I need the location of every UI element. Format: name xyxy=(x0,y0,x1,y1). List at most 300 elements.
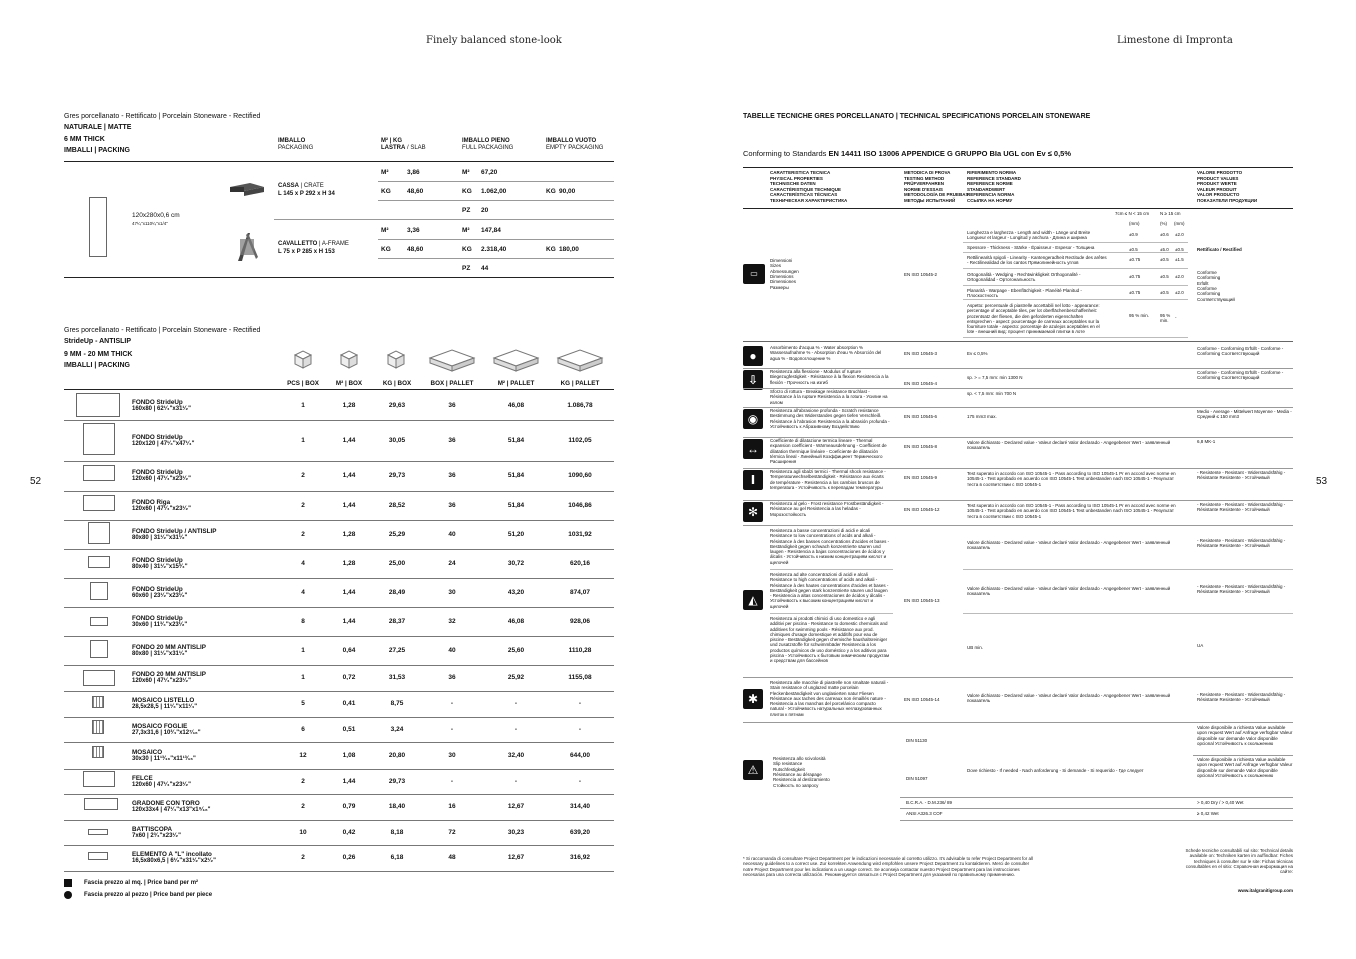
property-rule xyxy=(743,525,1293,526)
table-cell: 1031,92 xyxy=(568,530,592,538)
table-cell: 1 xyxy=(301,646,305,654)
abrasion-icon: ◉ xyxy=(743,409,763,429)
spec-header-h1: ТЕХНИЧЕСКАЯ ХАРАКТЕРИСТИКА xyxy=(770,198,848,203)
table-cell: 1155,08 xyxy=(568,674,592,681)
product-name: FELCE xyxy=(132,774,153,782)
tile-thumbnail xyxy=(88,522,110,544)
table-cell: - xyxy=(514,777,518,785)
product-size: 7x60 | 2³⁄₄"x23¹⁄₂" xyxy=(132,832,181,839)
tile-thumbnail xyxy=(84,798,118,810)
spec-header-h4: VALEUR PRODUIT xyxy=(1197,186,1237,192)
t1-cell-u1: M² xyxy=(381,227,389,234)
dim-tol-c: ±0.5 xyxy=(1175,247,1184,252)
product-size: 30x30 | 11¹³⁄₁₆"x11¹³⁄₁₆" xyxy=(132,755,196,762)
property-ref: Ev ≤ 0,5% xyxy=(967,351,988,356)
table-cell: 1 xyxy=(301,401,305,409)
thermometer-icon: Ⅰ xyxy=(743,470,763,490)
chem-ref-a: Valore dichiarato - Declared value - Valeur declaré Valor declarado - Angegebener Wert - заявленный показатель xyxy=(967,540,1171,551)
property-value: - Resistente - Resistant - Widerstandsfähig - Résistante Resistente - Устойчивый xyxy=(1197,502,1286,513)
table-cell: 1.086,78 xyxy=(567,401,593,409)
spec-header-h4: PRODUCT VALUES xyxy=(1197,175,1239,181)
t2-header-cell: BOX | PALLET xyxy=(430,380,474,387)
property-ref: Valore dichiarato - Declared value - Valeur declaré Valor declarado - Angegebener Wert - заявленный показатель xyxy=(967,440,1171,451)
t2-subtitle: Gres porcellanato - Rettificato | Porcelain Stoneware - Rectified xyxy=(64,327,261,334)
dim-conf: Conforming xyxy=(1197,275,1221,281)
chem-val-b: - Resistente - Resistant - Widerstandsfähig - Résistante Resistente - Устойчивый xyxy=(1197,584,1286,595)
t1-cell-u2: M² xyxy=(462,227,470,234)
property-name: Sforzo di rottura - Breakage resistance Bruchlast - Résistance à la rupture Resistencia a la rotura - Усилие на излом xyxy=(770,389,888,405)
tile-thumbnail xyxy=(90,582,108,600)
t2-line1: StrideUp - ANTISLIP xyxy=(64,338,132,345)
dim-tol-a: ±0.75 xyxy=(1129,290,1141,295)
chem-rule xyxy=(963,569,1293,570)
table-cell: 40 xyxy=(448,530,456,538)
t1-h-vuoto: IMBALLO VUOTO xyxy=(546,138,597,144)
slip-m1: DIN 51130 xyxy=(906,738,928,743)
spec-header-h2: METODOLOGÍA DE PRUEBAS xyxy=(904,192,969,198)
dim-row-text: Spessore - Thickness - Stärke - Épaisseur - Espesor - Толщина xyxy=(967,245,1095,250)
slip-icon: ⚠ xyxy=(743,760,763,780)
property-method: EN ISO 10545-3 xyxy=(904,351,938,356)
tile-thumbnail xyxy=(92,696,104,708)
t1-cell-u2: KG xyxy=(462,246,472,253)
table-cell: 29,73 xyxy=(388,777,406,785)
t1-cell-u2: PZ xyxy=(462,207,471,214)
property-value: Conforme - Conforming Erfüllt - Conforme - Conforming Соответствующий xyxy=(1197,370,1284,381)
row-rule xyxy=(64,578,614,579)
property-name: Resistenza all'abrasione profonda - Scratch resistance Bestimmung des Widerstandes gegen tiefen Verschleiß Résistance à l'abrasion Resistencia a la abrasión profunda - Устойчивость к Абразивному Воздействию xyxy=(770,408,890,429)
t1-line2: 6 MM THICK xyxy=(64,136,105,143)
slip-m3: B.C.R.A. - D.M.236/ 89 xyxy=(906,800,953,805)
stain-icon: ✱ xyxy=(743,689,763,709)
table-cell: 1 xyxy=(301,674,305,681)
table-cell: 18,40 xyxy=(388,803,406,810)
product-size: 120x60 | 47¹⁄₄"x23¹⁄₂" xyxy=(132,781,191,788)
dim-tol-b: ±0.5 xyxy=(1160,257,1169,262)
dim-prop: Abmessungen xyxy=(770,268,799,274)
product-name: FONDO StrideUp xyxy=(132,556,183,564)
table-cell: 30,72 xyxy=(507,559,525,567)
slip-rule xyxy=(900,820,1293,821)
product-size: 160x80 | 62¹⁄₄"x31¹⁄₂" xyxy=(132,405,191,412)
property-name: Resistenza al gelo - Frost resistance Frostbeständigkeit - Résistance au gel Resistencia a las heladas - Морозостойкость xyxy=(770,501,884,517)
circle-bullet-icon xyxy=(64,891,72,899)
t1-size-in: 47¹⁄₄"x110¹⁄₄"x1/4" xyxy=(132,221,168,226)
product-size: 120x33x4 | 47¹⁄₄"x13"x1⁹⁄₁₆" xyxy=(132,807,211,813)
dim-row-rule xyxy=(963,299,1188,300)
table-cell: 1046,86 xyxy=(568,501,592,509)
dim-conf: Erfüllt xyxy=(1197,280,1209,286)
table-cell: 1,44 xyxy=(342,436,356,444)
slip-name: Resistencia al deslizamiento xyxy=(773,777,830,783)
dim-value: Rettificato / Rectified xyxy=(1197,247,1242,252)
crate-icon xyxy=(228,181,266,197)
spec-header-h3: REFERENCIA NORMA xyxy=(967,192,1015,198)
slip-rule xyxy=(900,808,1293,809)
t1-cell-u2: M² xyxy=(462,169,470,176)
t1-row-rule xyxy=(378,258,614,259)
table-cell: 25,29 xyxy=(388,530,406,538)
table-cell: 4 xyxy=(301,588,305,596)
cassa-label: CASSA | CRATE xyxy=(278,183,324,189)
slip-v4: ≥ 0,42 Wet xyxy=(1197,811,1219,816)
product-size: 30x60 | 11³⁄₄"x23¹⁄₂" xyxy=(132,621,188,628)
tile-thumbnail xyxy=(90,640,108,658)
t2-header-cell: KG | PALLET xyxy=(560,380,600,387)
stain-rule xyxy=(743,722,1293,723)
kg-pallet-icon xyxy=(556,348,604,372)
table-cell: 639,20 xyxy=(570,828,590,836)
dim-tol-a: ±0.75 xyxy=(1129,257,1141,262)
row-rule xyxy=(64,665,614,666)
row-rule xyxy=(64,636,614,637)
product-size: 27,3x31,6 | 10³⁄₄"x12⁷⁄₁₆" xyxy=(132,729,201,736)
property-ref: Test superato in accordo con ISO 10545-1 - Pass according to ISO 10545-1 Pr en accord avec norme en 10545-1 - Test aprobado en acuerdo con ISO 10545-1 Test unbestanden nach ISO 10545-1 - Результат теста в соответствии с ISO 10545-1 xyxy=(967,503,1176,519)
chem-method: EN ISO 10545-13 xyxy=(904,598,940,603)
chem-bottom-rule xyxy=(743,677,1293,678)
t1-line3: IMBALLI | PACKING xyxy=(64,147,130,154)
table-cell: 1,28 xyxy=(342,559,356,567)
chem-rule xyxy=(770,569,893,570)
tile-thumbnail xyxy=(83,670,115,686)
table-cell: 2 xyxy=(301,501,305,509)
table-cell: 314,40 xyxy=(570,803,590,810)
t1-mid-rule xyxy=(274,219,614,220)
stain-method: EN ISO 10545-14 xyxy=(904,697,940,702)
slip-name: Résistance au dérapage xyxy=(773,771,822,777)
dim-tol-b: ±0.5 xyxy=(1160,274,1169,279)
t1-cell-v2: 1.062,00 xyxy=(481,188,507,195)
m2-box-icon xyxy=(338,348,360,370)
chem-val-c: UA xyxy=(1197,643,1204,648)
row-rule xyxy=(64,691,614,692)
table-cell: 1,44 xyxy=(342,472,356,479)
dim-row-rule xyxy=(963,268,1188,269)
running-header-right: Limestone di Impronta xyxy=(1117,35,1233,46)
t1-cell-u1: M² xyxy=(381,169,389,176)
sub-h2: N ≥ 15 cm xyxy=(1160,211,1181,216)
table-cell: 2 xyxy=(301,530,305,538)
table-cell: 1,44 xyxy=(342,777,356,785)
chemical-icon: ◭ xyxy=(743,590,763,610)
dim-conf: Conforme xyxy=(1197,285,1217,291)
row-rule xyxy=(64,461,614,462)
dim-tol-a: ±0.9 xyxy=(1129,232,1138,237)
box-pallet-icon xyxy=(428,348,476,372)
table-cell: - xyxy=(450,725,454,733)
table-cell: 3,24 xyxy=(390,725,404,733)
kg-box-icon xyxy=(385,348,407,370)
property-name: Coefficiente di dilatazione termica lineare - Thermal expansion coefficient - Wärmeausdehnung - Coefficient de dilatation thermique linéaire - Coeficiente de dilatación térmica lineal - Линейный Коэффициент Термического Расширения xyxy=(770,438,887,465)
dim-tol-c: ±2.0 xyxy=(1175,290,1184,295)
cavalletto-dims: L 75 x P 285 x H 153 xyxy=(278,249,335,255)
table-cell: 0,26 xyxy=(342,854,356,861)
property-name: Resistenza alla flessione - Modulus of rupture Biegezugfestigkeit - Résistance à la flexion Resistencia a la flexión - Прочность на изгиб xyxy=(770,369,889,385)
dim-prop: Размеры xyxy=(770,284,789,290)
product-name: FONDO StrideUp xyxy=(132,614,183,622)
t1-h-imballo: IMBALLO xyxy=(278,138,306,144)
t2-header-cell: KG | BOX xyxy=(382,380,412,387)
product-size: 120x60 | 47¹⁄₄"x23¹⁄₂" xyxy=(132,678,191,684)
table-cell: 0,72 xyxy=(342,674,356,681)
slip-ref: Dove richiesto - If needed - Nach anforderung - Si demande - Si requerido - Где следует xyxy=(967,768,1144,773)
product-name: FONDO 20 MM ANTISLIP xyxy=(132,671,206,678)
slip-v2: Valore disponibile a richiesta Value available upon request Wert auf Anfrage verfügbar Valeur disponible sur demande Valor disponible opcional Устойчивость к скольжению xyxy=(1197,757,1293,778)
table-cell: 2 xyxy=(301,854,305,861)
tile-thumbnail xyxy=(90,617,108,626)
spec-header-h1: PHYSICAL PROPERTIES xyxy=(770,175,823,181)
t1-cell-v2: 147,84 xyxy=(481,227,501,234)
dim-prop: Dimensiones xyxy=(770,279,797,285)
table-cell: 48 xyxy=(448,854,456,861)
t1-cell-u1: KG xyxy=(381,246,391,253)
chem-name-a: Resistenza a basse concentrazioni di acidi e alcali Resistance to low concentrations of acids and alkali - Résistance à des basses concentrations d'acides et bases - Beständigkeit gegen schwach konzentrierte säuren und laugen - Resistencia a bajas concentraciones de ácidos y álcalis - Устойчивость к низким концентрациям кислот и щелочей xyxy=(770,528,890,565)
table-cell: 51,84 xyxy=(507,436,525,444)
sub-h1: 7cm ≤ N < 15 cm xyxy=(1115,211,1150,216)
legend-circle: Fascia prezzo al pezzo | Price band per piece xyxy=(84,892,213,898)
spec-header-h4: PRODUKT WERTE xyxy=(1197,181,1237,187)
dim-tol-c: - xyxy=(1175,315,1177,320)
slip-rule xyxy=(1193,755,1293,756)
dim-tol-b: ±0.6 xyxy=(1160,232,1169,237)
table-cell: 43,20 xyxy=(507,588,525,596)
tile-thumbnail xyxy=(83,495,115,511)
dim-tol-b: ±5.0 xyxy=(1160,247,1169,252)
table-cell: 20,80 xyxy=(388,751,406,759)
table-cell: 1102,05 xyxy=(568,436,592,444)
spec-header-h2: PRÜFVERFAHREN xyxy=(904,181,945,187)
page-number-left: 52 xyxy=(30,476,42,487)
table-cell: - xyxy=(578,725,582,733)
table-cell: 51,84 xyxy=(507,472,525,479)
spec-header-h3: RIFERIMENTO NORMA xyxy=(967,170,1017,175)
table-cell: 12,67 xyxy=(507,803,525,810)
running-header-left: Finely balanced stone-look xyxy=(426,35,562,46)
t1-h-pieno-sub: FULL PACKAGING xyxy=(462,145,514,151)
chem-ref-c: UB min. xyxy=(967,645,984,650)
product-size: 80x80 | 31¹⁄₂"x31¹⁄₂" xyxy=(132,650,188,657)
t1-cell-u2: KG xyxy=(462,188,472,195)
t1-h-lastra: LASTRA / SLAB xyxy=(381,145,426,151)
dim-conf: Соответствующий xyxy=(1197,296,1235,302)
slip-name: Rutschfestigkeit xyxy=(773,766,805,772)
table-cell: 24 xyxy=(448,559,456,567)
table-cell: 25,92 xyxy=(507,674,525,681)
t1-h-vuoto-sub: EMPTY PACKAGING xyxy=(546,145,604,151)
table-cell: 27,25 xyxy=(388,646,406,654)
t2-header-cell: M² | BOX xyxy=(335,380,363,387)
block-rule xyxy=(743,341,1293,342)
dim-tol-b: 95 % min. xyxy=(1160,313,1171,324)
t1-cell-v1: 3,86 xyxy=(407,169,420,176)
spec-header-h3: STANDARDWERT xyxy=(967,186,1006,192)
m2-pallet-icon xyxy=(492,348,540,372)
table-cell: 36 xyxy=(448,401,456,409)
t1-cell-v1: 48,60 xyxy=(407,188,424,195)
cassa-dims: L 145 x P 292 x H 34 xyxy=(278,191,335,197)
sub-u1: (mm) xyxy=(1129,221,1140,226)
table-cell: 316,92 xyxy=(570,854,590,861)
t1-cell-u1: KG xyxy=(381,188,391,195)
spec-header-h3: ССЫЛКА НА НОРМУ xyxy=(967,198,1013,203)
table-cell: 46,08 xyxy=(507,617,525,625)
table-cell: 874,07 xyxy=(570,588,590,596)
spec-header-h4: VALOR PRODUCTO xyxy=(1197,192,1240,198)
tile-thumbnail xyxy=(83,423,115,455)
table-cell: 1,44 xyxy=(342,501,356,509)
product-name: MOSAICO xyxy=(132,748,163,756)
table-cell: 1090,60 xyxy=(568,472,592,479)
chem-ref-b: Valore dichiarato - Declared value - Valeur declaré Valor declarado - Angegebener Wert - заявленный показатель xyxy=(967,586,1171,597)
property-value: Medio - Average - Mittelwert Moyenne - Media - Средний ≤ 150 mm3 xyxy=(1197,409,1292,420)
row-rule xyxy=(64,420,614,421)
row-rule xyxy=(64,794,614,795)
snowflake-icon: ✻ xyxy=(743,502,763,522)
product-size: 80x80 | 31¹⁄₂"x31¹⁄₂" xyxy=(132,534,188,541)
chem-val-a: - Resistente - Resistant - Widerstandsfähig - Résistante Resistente - Устойчивый xyxy=(1197,538,1286,549)
side-note: Schede tecniche consultabili sul sito: Technical details available on: Techniken karten im auffindbar: Fiches techniques à consulter sur le site: Fichas técnicas consultables en el sitio: Справочная информация на сайте: xyxy=(1185,848,1293,875)
t1-bottom-rule xyxy=(64,277,614,278)
product-size: 120x120 | 47¹⁄₄"x47¹⁄₄" xyxy=(132,440,195,447)
stain-val: - Resistente - Resistant - Widerstandsfähig - Résistante Resistente - Устойчивый xyxy=(1197,692,1286,703)
product-size: 16,5x80x6,5 | 6¹⁄₂"x31¹⁄₂"x2¹⁄₂" xyxy=(132,858,216,864)
dim-prop: Dimensions xyxy=(770,273,794,279)
property-method: EN ISO 10545-9 xyxy=(904,475,938,480)
table-cell: 36 xyxy=(448,674,456,681)
product-size: 28,5x28,5 | 11¹⁄₄"x11¹⁄₄" xyxy=(132,704,198,710)
water-drop-icon: ● xyxy=(743,346,763,366)
spec-header-h1: CARACTÉRISTIQUE TECHNIQUE xyxy=(770,186,842,192)
table-cell: 30,23 xyxy=(507,828,525,836)
dimensions-icon: ▭ xyxy=(743,264,765,284)
t1-row-rule xyxy=(378,239,614,240)
row-rule xyxy=(64,717,614,718)
table-cell: 1,28 xyxy=(342,401,356,409)
t1-row-rule xyxy=(378,181,614,182)
legend-square: Fascia prezzo al mq. | Price band per m² xyxy=(84,880,199,886)
dim-row-text: Rettilinearità spigoli - Linearity - Kantengeradheit Rectitude des arêtes - Rectilinealidad de los cantos Прямолинейность углов xyxy=(967,255,1107,266)
chem-rule xyxy=(770,613,893,614)
stain-ref: Valore dichiarato - Declared value - Valeur declaré Valor declarado - Angegebener Wert - заявленный показатель xyxy=(967,693,1171,704)
dim-row-text: Planarità - Warpage - Ebenflächigkeit - Planéité Planitud - Плоскостность xyxy=(967,288,1082,299)
dim-method: EN ISO 10545-2 xyxy=(904,272,938,277)
dim-row-rule xyxy=(963,242,1188,243)
table-cell: 16 xyxy=(448,803,456,810)
table-cell: 32 xyxy=(448,617,456,625)
spec-header-h1: CARACTERÍSTICAS TÉCNICAS xyxy=(770,192,838,198)
table-cell: 8,18 xyxy=(390,828,404,836)
table-cell: 28,49 xyxy=(388,588,406,596)
tile-thumbnail xyxy=(88,852,108,860)
table-cell: 29,73 xyxy=(388,472,406,479)
t1-subtitle: Gres porcellanato - Rettificato | Porcelain Stoneware - Rectified xyxy=(64,113,261,120)
tile-thumbnail xyxy=(83,465,115,481)
dim-tol-a: ±0.5 xyxy=(1129,247,1138,252)
table-cell: 46,08 xyxy=(507,401,525,409)
table-cell: - xyxy=(450,700,454,707)
product-name: MOSAICO FOGLIE xyxy=(132,722,188,730)
dim-row-text: Lunghezza e larghezza - Length and width - Länge und Breite Longueur et largeur - Longitud y anchura - Длина и ширина xyxy=(967,230,1091,241)
tile-thumbnail xyxy=(92,746,104,758)
product-name: FONDO StrideUp xyxy=(132,469,183,476)
website-link[interactable]: www.italgranitigroup.com xyxy=(1237,888,1293,893)
table-cell: 12 xyxy=(299,751,307,759)
row-rule xyxy=(64,742,614,743)
specs-title: TABELLE TECNICHE GRES PORCELLANATO | TECHNICAL SPECIFICATIONS PORCELAIN STONEWARE xyxy=(743,113,1091,120)
product-size: 120x60 | 47¹⁄₄"x23¹⁄₂" xyxy=(132,476,191,482)
product-name: FONDO StrideUp / ANTISLIP xyxy=(132,527,217,535)
property-value: - Resistente - Resistant - Widerstandsfähig - Résistante Resistente - Устойчивый xyxy=(1197,470,1286,481)
t1-cell-v3: 180,00 xyxy=(559,246,579,253)
slip-m2: DIN 51097 xyxy=(906,776,928,781)
table-cell: 28,52 xyxy=(388,501,406,509)
table-cell: 1110,28 xyxy=(568,646,592,654)
property-name: Assorbimento d'acqua % - Water absorption % Wasseraufnahme % - Absorption d'eau % Absorción del agua % - Водопоглощение % xyxy=(770,345,882,361)
table-cell: 12,67 xyxy=(507,854,525,861)
t2-header-cell: M² | PALLET xyxy=(497,380,535,387)
table-cell: 0,42 xyxy=(342,828,356,836)
table-cell: 36 xyxy=(448,501,456,509)
table-cell: 72 xyxy=(448,828,456,836)
table-cell: 0,64 xyxy=(342,646,356,654)
property-method: EN ISO 10545-12 xyxy=(904,507,940,512)
t1-cell-v2: 67,20 xyxy=(481,169,498,176)
t1-cell-u2: PZ xyxy=(462,265,471,272)
spec-header-h2: МЕТОДЫ ИСПЫТАНИЙ xyxy=(904,198,956,203)
table-cell: 8,75 xyxy=(390,700,404,707)
dim-row-rule xyxy=(963,285,1188,286)
t2-header-cell: PCS | BOX xyxy=(287,380,319,387)
spec-header-h3: REFERENCE NORME xyxy=(967,181,1013,187)
spec-header-h2: NORME D'ESSAIS xyxy=(904,186,943,192)
tile-thumbnail xyxy=(88,556,110,568)
table-cell: 29,63 xyxy=(388,401,406,409)
table-cell: 2 xyxy=(301,777,305,785)
slip-m4: ANSI A326.3 COF xyxy=(906,811,943,816)
table-cell: 928,06 xyxy=(570,617,590,625)
t1-h-imballo-sub: PACKAGING xyxy=(278,145,314,151)
thermal-expansion-icon: ↔ xyxy=(743,439,763,459)
row-rule xyxy=(64,491,614,492)
dim-prop: Dimensioni xyxy=(770,258,793,263)
property-ref: Test superato in accordo con ISO 10545-1 - Pass according to ISO 10545-1 Pr en accord avec norme en 10545-1 - Test aprobado en acuerdo con ISO 10545-1 Test unbestanden nach ISO 10545-1 - Результат теста в соответствии с ISO 10545-1 xyxy=(967,471,1176,487)
stain-name: Resistenza alle macchie di piastrelle non smaltate naturali - Stain resistance of unglazed matte porcelain Fleckenbeständigkeit von unglasierten natur Fliesen Résistance aux taches des carreaux non émaillés nature - Resistencia a las manchas del porcelánico compacto natural - Устойчивость натуральных неглазурованных плиток к пятнам xyxy=(770,680,889,717)
table-cell: 1 xyxy=(301,436,305,444)
product-name: MOSAICO LISTELLO xyxy=(132,697,195,704)
t1-size: 120x280x0,6 cm xyxy=(132,212,180,219)
table-cell: 36 xyxy=(448,436,456,444)
page-number-right: 53 xyxy=(1316,476,1328,487)
property-value: Conforme - Conforming Erfüllt - Conforme - Conforming Соответствующий xyxy=(1197,346,1284,357)
table-cell: 1,28 xyxy=(342,530,356,538)
table-cell: - xyxy=(514,725,518,733)
conformity-line: Conforming to Standards EN 14411 ISO 13006 APPENDICE G GRUPPO BIa UGL con Ev ≤ 0,5% xyxy=(743,149,1072,158)
t1-cell-v3: 90,00 xyxy=(559,188,576,195)
property-name: Resistenza agli sbalzi termici - Thermal shock resistance - Temperaturwechselbeständigkeit - Résistance aux écarts de température - Resistencia a los cambios bruscos de temperatura - Устойчивость к перепадам температуры xyxy=(770,469,886,490)
spec-header-h2: TESTING METHOD xyxy=(904,175,945,181)
table-cell: 6,18 xyxy=(390,854,404,861)
property-method: EN ISO 10545-4 xyxy=(904,381,938,386)
property-ref: 175 mm3 max. xyxy=(967,414,997,419)
table-cell: 32,40 xyxy=(507,751,525,759)
spec-header-h4: ПОКАЗАТЕЛИ ПРОДУКЦИИ xyxy=(1197,198,1258,203)
table-cell: 5 xyxy=(301,700,305,707)
table-cell: 1,44 xyxy=(342,588,356,596)
table-cell: 620,16 xyxy=(570,559,590,567)
t1-h-m2kg: M² | KG xyxy=(381,138,403,144)
table-cell: 2 xyxy=(301,803,305,810)
product-name: FONDO StrideUp xyxy=(132,433,183,441)
